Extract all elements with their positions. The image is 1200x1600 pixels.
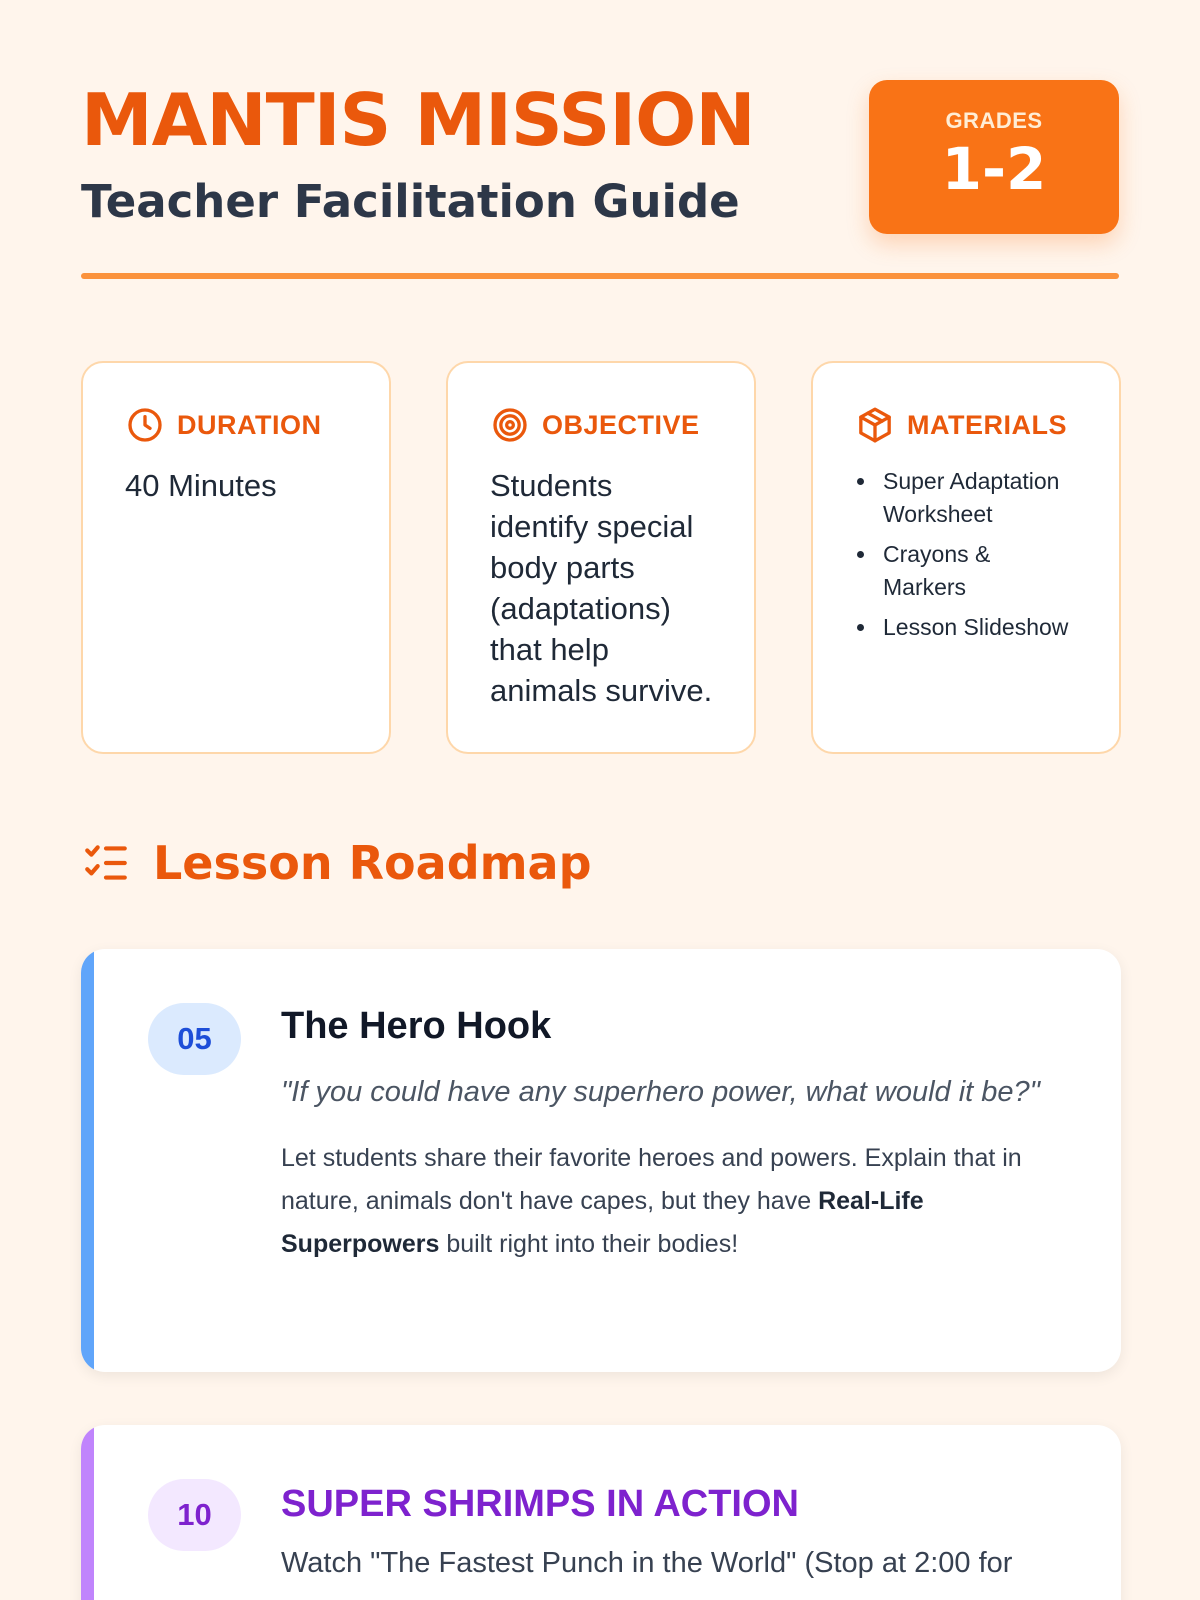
grade-badge — [869, 80, 1119, 234]
roadmap-step — [81, 949, 1121, 1372]
objective-card — [446, 361, 756, 754]
step-description: Watch "The Fastest Punch in the World" (Stop at 2:00 for — [281, 1547, 1013, 1579]
step-body — [281, 1481, 1061, 1585]
step-description-text: built right into their bodies! — [439, 1230, 739, 1258]
materials-card-header — [855, 405, 1079, 445]
duration-value: 40 Minutes — [125, 468, 277, 503]
objective-text: Students identify special body parts (adaptations) that help animals survive. — [490, 468, 713, 708]
info-cards — [81, 361, 1121, 754]
target-icon — [490, 405, 530, 445]
objective-card-header — [490, 405, 714, 445]
step-description-emphasis: Real-Life Superpowers — [281, 1187, 924, 1258]
page-title: MANTIS MISSION — [81, 78, 755, 162]
step-number-badge: 10 — [148, 1479, 241, 1551]
step-description-text: Let students share their favorite heroes and powers. Explain that in nature, animals don't have capes, but they have — [281, 1144, 1022, 1215]
duration-title: DURATION — [177, 409, 322, 440]
box-icon — [855, 405, 895, 445]
page-subtitle: Teacher Facilitation Guide — [81, 175, 740, 228]
step-accent-bar — [81, 1425, 94, 1600]
materials-card — [811, 361, 1121, 754]
step-quote: "If you could have any superhero power, what would it be?" — [281, 1076, 1040, 1108]
roadmap-step — [81, 1425, 1121, 1600]
materials-list — [855, 465, 1079, 644]
roadmap-title: Lesson Roadmap — [153, 836, 592, 890]
header-divider — [81, 273, 1119, 279]
materials-item: Super Adaptation Worksheet — [855, 465, 1079, 531]
checklist-icon — [81, 838, 131, 888]
roadmap-header — [81, 836, 592, 890]
materials-title: MATERIALS — [907, 409, 1067, 440]
step-title: The Hero Hook — [281, 1005, 552, 1047]
step-description — [281, 1137, 1061, 1266]
step-body — [281, 1003, 1061, 1266]
materials-item: Lesson Slideshow — [855, 611, 1079, 644]
clock-icon — [125, 405, 165, 445]
grade-label: GRADES — [945, 108, 1043, 133]
duration-card-header — [125, 405, 349, 445]
duration-card — [81, 361, 391, 754]
header — [81, 0, 1119, 283]
step-accent-bar — [81, 949, 94, 1372]
grade-value: 1-2 — [941, 135, 1047, 203]
step-number-badge: 05 — [148, 1003, 241, 1075]
objective-title: OBJECTIVE — [542, 409, 700, 440]
materials-item: Crayons & Markers — [855, 538, 1079, 604]
step-title: SUPER SHRIMPS IN ACTION — [281, 1483, 799, 1525]
